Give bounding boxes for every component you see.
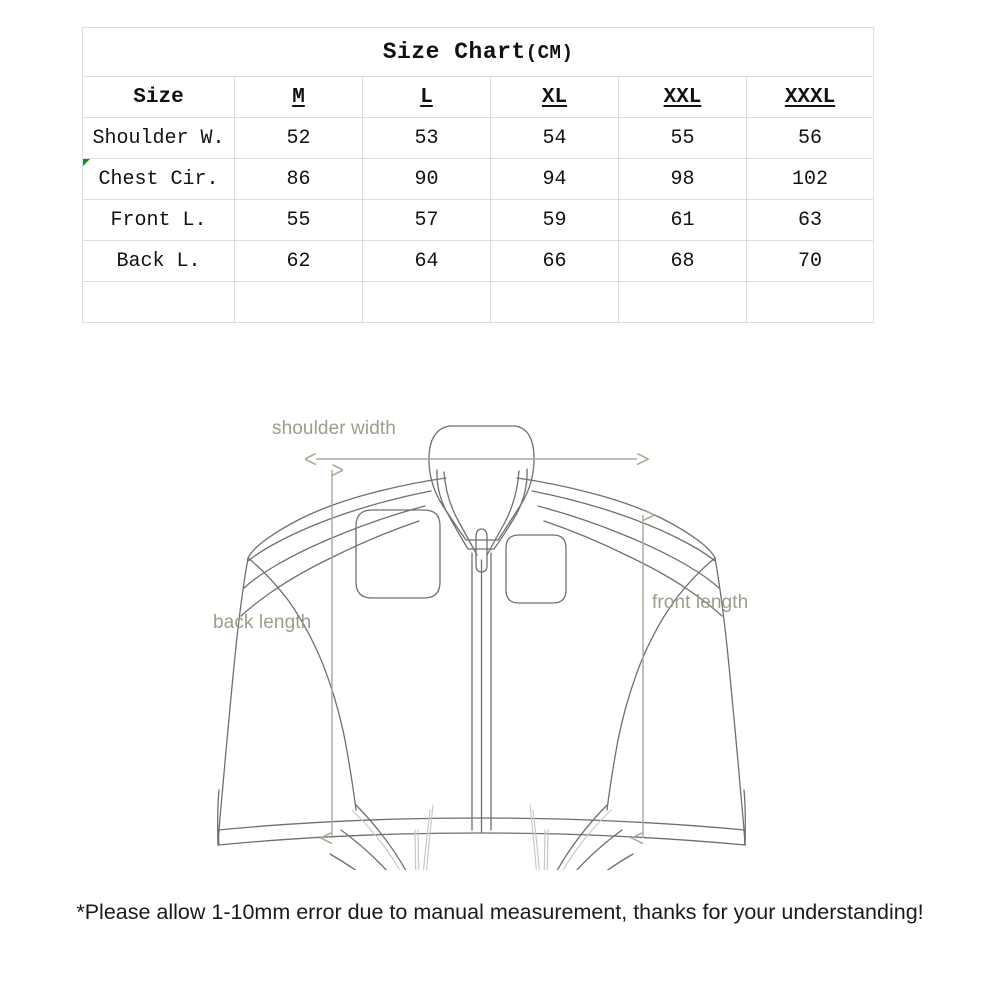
inner-seam-right-b: [530, 805, 545, 870]
header-label-m: M: [292, 85, 305, 109]
header-label-l: L: [420, 85, 433, 109]
front-length-label: front length: [652, 592, 749, 613]
vest-garment-outline: [218, 426, 749, 870]
cell-shoulder-w-xxl: 55: [619, 118, 747, 159]
vest-measurement-diagram: [0, 390, 1000, 870]
header-cell-size: [83, 77, 235, 118]
cell-chest-cir-xl: 94: [491, 159, 619, 200]
size-chart-table: [82, 27, 874, 323]
shoulder-stripe-left-3: [241, 521, 419, 616]
row-label-chest-cir: Chest Cir.: [83, 159, 235, 200]
chest-pocket-right: [506, 535, 566, 603]
header-label-size: Size: [133, 85, 184, 109]
header-cell-xl: [491, 77, 619, 118]
cell-front-l-xxxl: 63: [747, 200, 874, 241]
shoulder-width-label: shoulder width: [272, 418, 396, 439]
blank-cell: [235, 282, 363, 323]
cell-shoulder-w-xl: 54: [491, 118, 619, 159]
cell-back-l-l: 64: [363, 241, 491, 282]
wing-line-right-1: [535, 805, 607, 870]
body-left-outer: [218, 558, 248, 845]
cell-front-l-m: 55: [235, 200, 363, 241]
wing-line-left-1: [356, 805, 428, 870]
table-row: [83, 241, 874, 282]
measurement-disclaimer: *Please allow 1-10mm error due to manual measurement, thanks for your understanding!: [76, 900, 924, 924]
table-row: [83, 159, 874, 200]
blank-cell: [83, 282, 235, 323]
shoulder-right-edge: [517, 478, 715, 558]
shoulder-stripe-right-2: [538, 506, 719, 588]
blank-cell: [619, 282, 747, 323]
hem-bottom-line: [219, 833, 745, 845]
row-label-shoulder-w: Shoulder W.: [83, 118, 235, 159]
cell-chest-cir-l: 90: [363, 159, 491, 200]
cell-front-l-l: 57: [363, 200, 491, 241]
collar-neck-curve-r: [487, 471, 519, 555]
cell-back-l-m: 62: [235, 241, 363, 282]
blank-cell: [363, 282, 491, 323]
header-cell-xxl: [619, 77, 747, 118]
blank-cell: [747, 282, 874, 323]
row-label-front-l: Front L.: [83, 200, 235, 241]
armhole-left: [248, 558, 356, 810]
table-row: [83, 200, 874, 241]
table-title-unit: (CM): [525, 42, 574, 64]
table-row-blank: [83, 282, 874, 323]
vest-illustration-svg: [0, 390, 1000, 870]
cell-front-l-xl: 59: [491, 200, 619, 241]
collar-inner-fold: [437, 469, 527, 549]
cell-shoulder-w-l: 53: [363, 118, 491, 159]
shoulder-stripe-left-2: [244, 506, 425, 588]
cell-front-l-xxl: 61: [619, 200, 747, 241]
cell-shoulder-w-m: 52: [235, 118, 363, 159]
cell-chest-cir-xxxl: 102: [747, 159, 874, 200]
collar-neck-curve: [444, 472, 477, 555]
header-label-xxxl: XXXL: [784, 85, 836, 109]
table-row: [83, 118, 874, 159]
table-title-text: Size Chart: [382, 39, 526, 65]
table-header-row: [83, 77, 874, 118]
back-length-label: back length: [213, 612, 312, 633]
blank-cell: [491, 282, 619, 323]
header-cell-xxxl: [747, 77, 874, 118]
cell-chest-cir-m: 86: [235, 159, 363, 200]
header-label-xxl: XXL: [663, 85, 702, 109]
table-title-cell: [83, 28, 874, 77]
header-cell-m: [235, 77, 363, 118]
cell-back-l-xl: 66: [491, 241, 619, 282]
table-title-row: [83, 28, 874, 77]
header-cell-l: [363, 77, 491, 118]
inner-seam-left-b: [418, 805, 433, 870]
measurement-arrows: [316, 459, 643, 838]
header-label-xl: XL: [541, 85, 568, 109]
cell-shoulder-w-xxxl: 56: [747, 118, 874, 159]
shoulder-left-edge: [248, 478, 446, 558]
cell-back-l-xxxl: 70: [747, 241, 874, 282]
cell-back-l-xxl: 68: [619, 241, 747, 282]
row-label-back-l: Back L.: [83, 241, 235, 282]
cell-chest-cir-xxl: 98: [619, 159, 747, 200]
